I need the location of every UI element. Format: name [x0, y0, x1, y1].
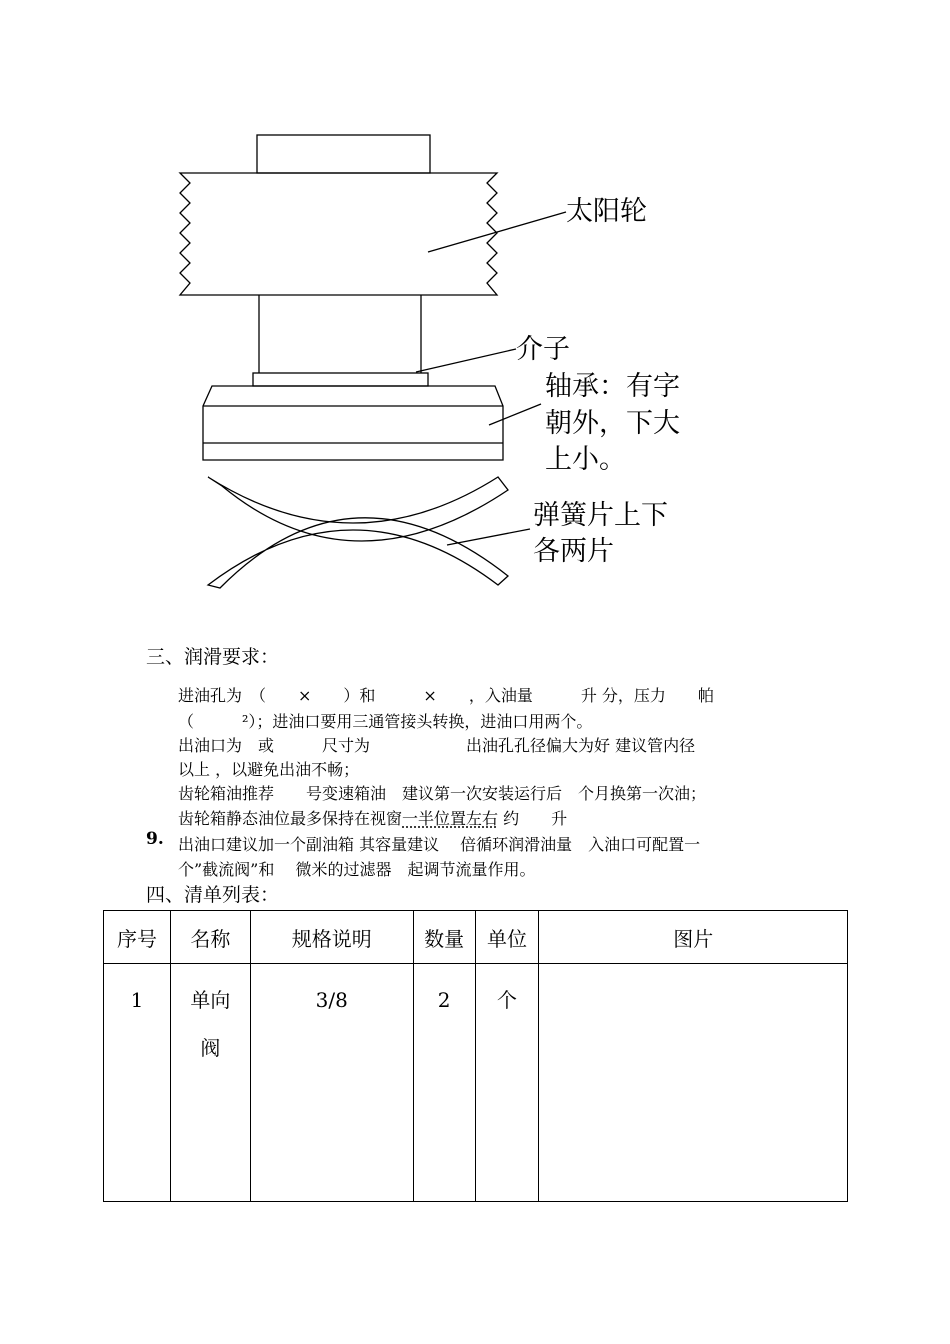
section3-line-6 — [178, 806, 567, 829]
bearing-shape — [203, 386, 503, 460]
section3-line-1: 进油孔为 （ × ）和 × ，入油量 升 分，压力 帕 — [178, 686, 714, 705]
spring-leaf-lower — [208, 518, 508, 588]
line6-before: 齿轮箱静态油位最多保持在视窗 — [178, 809, 403, 828]
label-spacer: 介子 — [516, 334, 570, 365]
cell-picture — [539, 964, 848, 1202]
spring-leaf-upper — [208, 477, 508, 541]
section3-line-4: 以上 ，以避免出油不畅； — [178, 760, 360, 779]
cell-spec: 3/8 — [250, 964, 413, 1202]
cell-index: 1 — [104, 964, 171, 1202]
label-spring-1: 弹簧片上下 — [533, 500, 668, 531]
label-bearing-2: 朝外，下大 — [545, 408, 680, 439]
header-qty: 数量 — [413, 911, 475, 964]
item-number-9: 9. — [146, 829, 164, 849]
label-bearing-3: 上小。 — [545, 444, 626, 475]
section4-heading: 四、清单列表： — [146, 884, 280, 906]
cell-name-line1: 单向 — [190, 988, 231, 1012]
bill-of-materials-table — [103, 910, 848, 1202]
shaft-top-stub — [257, 135, 430, 173]
label-sun-gear: 太阳轮 — [566, 196, 647, 227]
section3-line-2: （ ²）；进油口要用三通管接头转换，进油口用两个。 — [178, 712, 593, 731]
leader-spring — [447, 529, 530, 545]
sun-gear-shape — [180, 173, 497, 295]
table-header-row — [104, 911, 848, 964]
section3-line-3: 出油口为 或 尺寸为 出油孔孔径偏大为好 建议管内径 — [178, 736, 696, 755]
section3-heading: 三、润滑要求： — [146, 646, 280, 668]
line6-after: 约 升 — [498, 809, 568, 828]
label-bearing-1: 轴承：有字 — [545, 371, 680, 402]
header-picture: 图片 — [539, 911, 848, 964]
leader-spacer — [416, 349, 516, 372]
header-unit: 单位 — [475, 911, 539, 964]
section3-line-7: 出油口建议加一个副油箱 其容量建议 倍循环润滑油量 入油口可配置一 — [178, 835, 701, 854]
assembly-diagram — [0, 0, 950, 620]
header-index: 序号 — [104, 911, 171, 964]
section3-line-5: 齿轮箱油推荐 号变速箱油 建议第一次安装运行后 个月换第一次油； — [178, 784, 707, 803]
leader-bearing — [489, 404, 541, 425]
cell-unit: 个 — [475, 964, 539, 1202]
section3-line-8: 个”截流阀”和 微米的过滤器 起调节流量作用。 — [178, 860, 536, 879]
cell-name-line2: 阀 — [200, 1036, 221, 1060]
header-name: 名称 — [170, 911, 250, 964]
line6-underlined: 一半位置左右 — [402, 809, 499, 828]
leader-sun-gear — [428, 212, 566, 252]
label-spring-2: 各两片 — [533, 536, 614, 567]
header-spec: 规格说明 — [250, 911, 413, 964]
table-row — [104, 964, 848, 1202]
spacer-shape — [253, 373, 428, 386]
cell-name — [170, 964, 250, 1202]
cell-qty: 2 — [413, 964, 475, 1202]
